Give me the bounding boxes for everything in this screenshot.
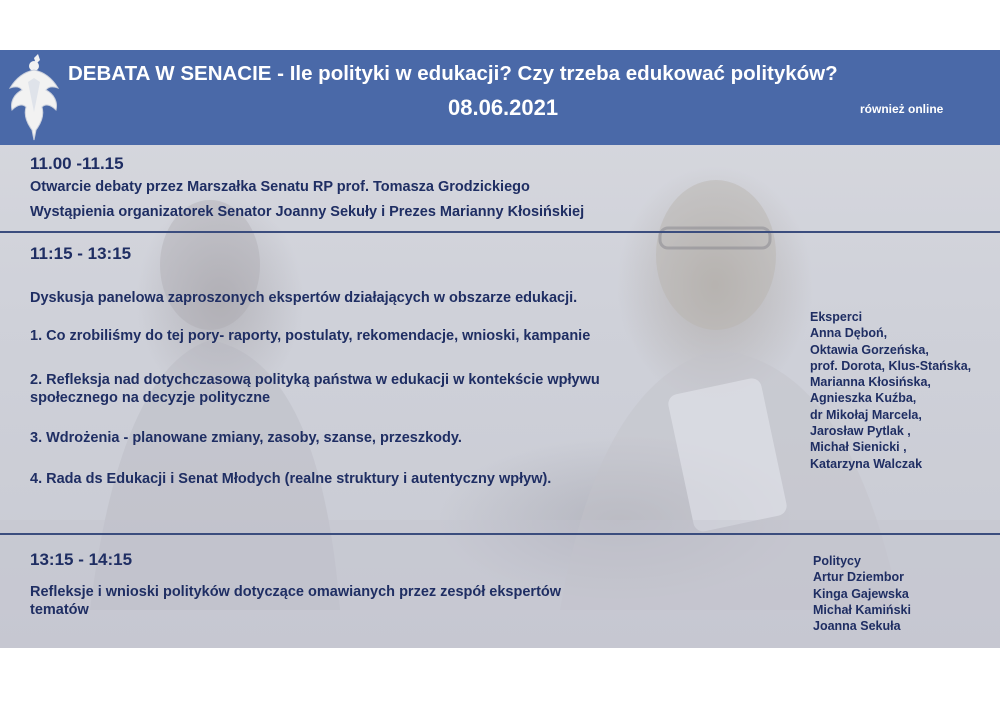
agenda-item-1 bbox=[30, 328, 590, 344]
session-1-line-1: Otwarcie debaty przez Marszałka Senatu RP prof. Tomasza Grodzickiego bbox=[30, 179, 530, 195]
agenda-item-2-continued: społecznego na decyzje polityczne bbox=[30, 390, 271, 406]
page-title: DEBATA W SENACIE - Ile polityki w edukacji? Czy trzeba edukować polityków? bbox=[68, 62, 838, 85]
experts-list bbox=[810, 309, 971, 472]
expert-name: Marianna Kłosińska, bbox=[810, 375, 931, 390]
politician-name: Michał Kamiński bbox=[813, 602, 911, 617]
politician-name: Joanna Sekuła bbox=[813, 619, 901, 634]
session-1-line-2: Wystąpienia organizatorek Senator Joanny Sekuły i Prezes Marianny Kłosińskiej bbox=[30, 204, 585, 220]
agenda-item-3-number: 3. bbox=[30, 430, 43, 446]
header-banner bbox=[0, 50, 1000, 145]
expert-name: Katarzyna Walczak bbox=[810, 456, 923, 471]
session-2-time: 11:15 - 13:15 bbox=[30, 244, 132, 263]
agenda-item-1-text: Co zrobiliśmy do tej pory- raporty, postulaty, rekomendacje, wnioski, kampanie bbox=[46, 328, 591, 344]
politicians-list bbox=[813, 553, 911, 634]
divider-2 bbox=[0, 533, 1000, 535]
expert-name: prof. Dorota, Klus-Stańska, bbox=[810, 358, 972, 373]
expert-name: Agnieszka Kuźba, bbox=[810, 391, 917, 406]
agenda-item-2 bbox=[30, 372, 600, 388]
agenda-item-2-number: 2. bbox=[30, 372, 43, 388]
agenda-item-4-text: Rada ds Edukacji i Senat Młodych (realne struktury i autentyczny wpływ). bbox=[46, 471, 552, 487]
politicians-title: Politycy bbox=[813, 554, 861, 568]
agenda-item-2-text: Refleksja nad dotychczasową polityką państwa w edukacji w kontekście wpływu bbox=[46, 372, 600, 388]
politician-name: Kinga Gajewska bbox=[813, 586, 909, 601]
online-note: również online bbox=[860, 102, 944, 116]
expert-name: Oktawia Gorzeńska, bbox=[810, 342, 929, 357]
expert-name: Jarosław Pytlak , bbox=[810, 424, 911, 439]
experts-title: Eksperci bbox=[810, 310, 863, 324]
divider-1 bbox=[0, 231, 1000, 233]
expert-name: dr Mikołaj Marcela, bbox=[810, 407, 922, 422]
expert-name: Anna Dęboń, bbox=[810, 326, 888, 341]
session-3-line-1: Refleksje i wnioski polityków dotyczące omawianych przez zespół ekspertów bbox=[30, 584, 562, 600]
session-3-line-2: tematów bbox=[30, 602, 89, 618]
agenda-item-3 bbox=[30, 430, 462, 446]
agenda-item-3-text: Wdrożenia - planowane zmiany, zasoby, szanse, przeszkody. bbox=[46, 430, 462, 446]
session-3-time: 13:15 - 14:15 bbox=[30, 550, 133, 569]
agenda-item-1-number: 1. bbox=[30, 328, 43, 344]
event-date: 08.06.2021 bbox=[448, 95, 559, 120]
photo-man-head bbox=[656, 180, 776, 330]
agenda-item-4-number: 4. bbox=[30, 471, 43, 487]
session-1-time: 11.00 -11.15 bbox=[30, 154, 124, 173]
eagle-emblem-icon bbox=[6, 52, 62, 142]
agenda-item-4 bbox=[30, 471, 551, 487]
session-2-intro: Dyskusja panelowa zaproszonych ekspertów działających w obszarze edukacji. bbox=[30, 290, 578, 306]
poster bbox=[0, 50, 1000, 648]
politician-name: Artur Dziembor bbox=[813, 570, 904, 585]
expert-name: Michał Sienicki , bbox=[810, 440, 907, 455]
